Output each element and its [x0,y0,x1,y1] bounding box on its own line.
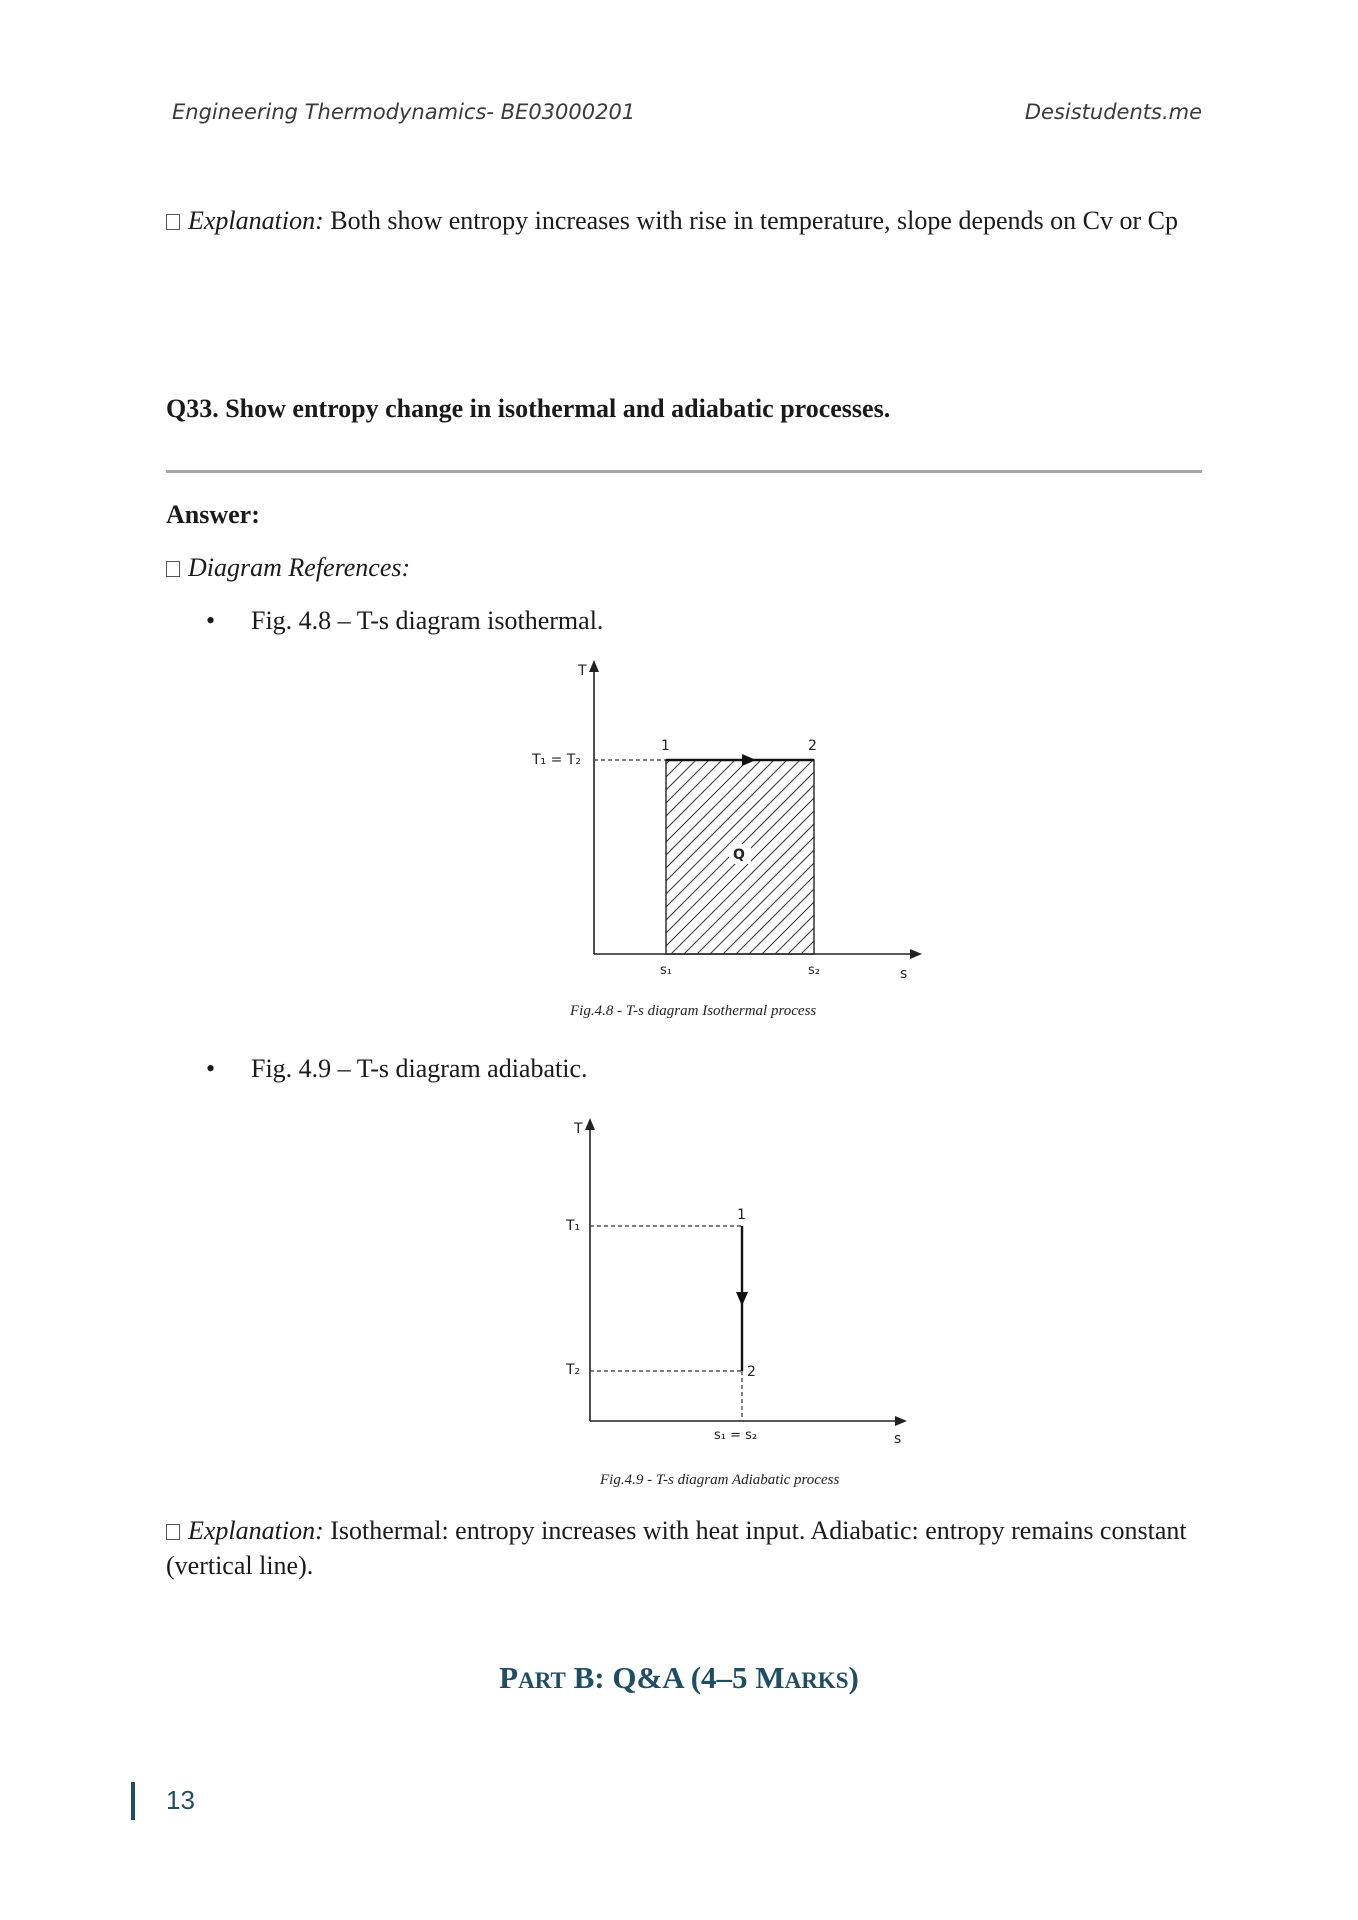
point-2-label: 2 [747,1364,756,1380]
explanation-text: Isothermal: entropy increases with heat input. Adiabatic: entropy remains constant (vertical line). [166,1516,1187,1580]
hatch-line [760,732,940,982]
bullet-text: Fig. 4.9 – T-s diagram adiabatic. [251,1054,588,1083]
explanation-label: Explanation: [188,1516,324,1545]
t1-label: T₁ [566,1218,581,1234]
t2-label: T₂ [566,1362,581,1378]
page-number-bar [131,1782,135,1820]
explanation-paragraph-1 [166,203,1206,238]
hatch-line [520,732,685,982]
header-site-name: Desistudents.me [1024,100,1202,124]
temperature-label: T₁ = T₂ [532,752,581,768]
header-course-title: Engineering Thermodynamics- BE03000201 [172,100,636,124]
hatch-line [520,732,620,982]
y-axis-label: T [574,1121,583,1137]
hatch-line [747,732,940,982]
placeholder-box-icon [166,1524,180,1540]
hatch-line [643,732,893,982]
figure-adiabatic-ts-diagram [520,1106,940,1506]
list-item [206,1054,588,1084]
hatch-line [520,732,763,982]
y-axis-arrow-icon [585,1118,595,1130]
hatch-line [520,732,633,982]
page-number: 13 [166,1785,195,1815]
heat-area-label: Q [733,847,745,863]
point-2-label: 2 [808,738,817,754]
hatch-line [669,732,919,982]
hatch-line [520,732,698,982]
answer-label: Answer: [166,500,260,529]
x-axis-label: s [900,966,908,982]
hatch-line [786,732,940,982]
process-direction-arrow-icon [742,754,756,766]
s2-label: s₂ [808,963,820,978]
hatch-line [520,732,672,982]
y-axis-arrow-icon [589,660,599,672]
placeholder-box-icon [166,214,180,230]
placeholder-box-icon [166,561,180,577]
figure-isothermal-ts-diagram [520,652,940,1034]
hatch-line [520,732,711,982]
bullet-dot-icon: • [206,606,216,635]
x-axis-label: s [894,1431,902,1447]
process-direction-arrow-icon [736,1292,748,1306]
hatch-line [539,732,789,982]
explanation-paragraph-2 [166,1513,1206,1583]
s1-label: s₁ [660,963,672,978]
point-1-label: 1 [661,738,670,754]
hatch-line [520,732,646,982]
hatch-line [682,732,932,982]
question-title: Q33. Show entropy change in isothermal and adiabatic processes. [166,394,891,423]
explanation-label: Explanation: [188,206,324,235]
hatch-line [591,732,841,982]
figure-caption: Fig.4.8 - T-s diagram Isothermal process [570,1003,817,1019]
hatch-line [656,732,906,982]
hatch-line [630,732,880,982]
y-axis-label: T [578,663,587,679]
list-item [206,606,603,636]
hatch-line [565,732,815,982]
hatch-line [578,732,828,982]
x-axis-arrow-icon [910,949,922,959]
x-axis-arrow-icon [895,1416,907,1426]
s1-equals-s2-label: s₁ = s₂ [714,1428,758,1443]
point-1-label: 1 [737,1207,746,1223]
explanation-text: Both show entropy increases with rise in temperature, slope depends on Cv or Cp [330,206,1178,235]
section-heading-part-b: PART B: Q&A (4–5 MARKS) [499,1660,859,1695]
section-divider [166,470,1202,473]
bullet-dot-icon: • [206,1054,216,1083]
hatch-line [520,732,659,982]
bullet-text: Fig. 4.8 – T-s diagram isothermal. [251,606,604,635]
diagram-references-label: Diagram References: [188,553,411,582]
figure-caption: Fig.4.9 - T-s diagram Adiabatic process [600,1472,840,1488]
diagram-references [166,553,410,583]
page-header [172,100,1202,132]
hatch-line [552,732,802,982]
hatch-line [721,732,940,982]
hatch-line [520,732,737,982]
